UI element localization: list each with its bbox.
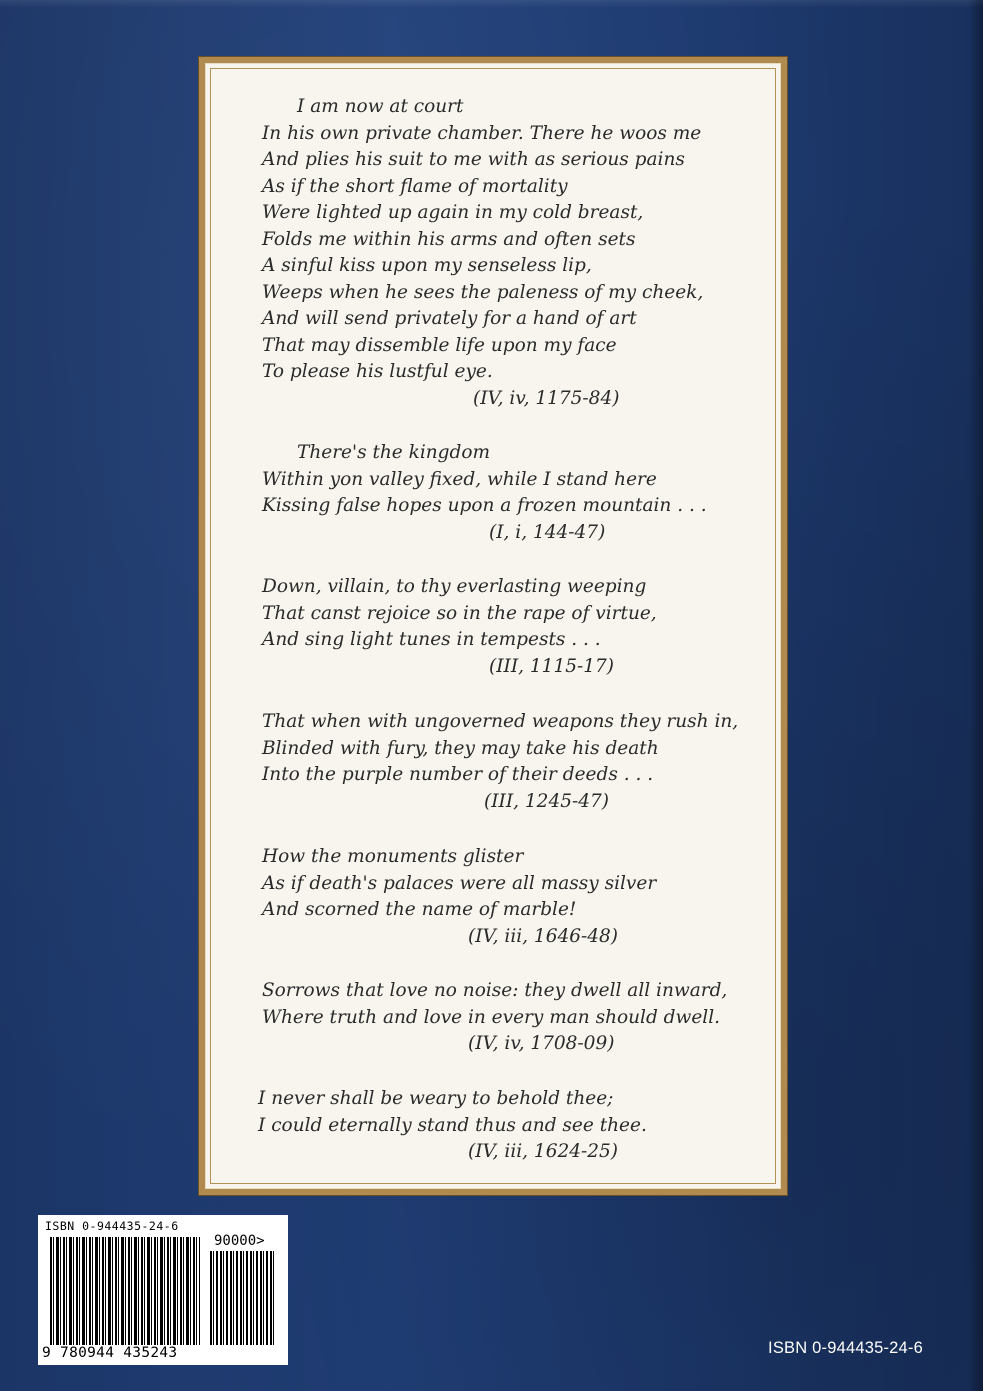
- quote-line: A sinful kiss upon my senseless lip,: [262, 255, 592, 276]
- quote-line: I could eternally stand thus and see thee.: [258, 1114, 647, 1136]
- quote-line: As if death's palaces were all massy silver: [262, 872, 657, 894]
- quote-line: And plies his suit to me with as serious pains: [262, 149, 685, 170]
- barcode-bars-icon: [50, 1237, 200, 1345]
- quote-line: That canst rejoice so in the rape of virtue,: [262, 602, 657, 624]
- quote-line: Where truth and love in every man should dwell.: [262, 1006, 721, 1028]
- cover-top-edge: [0, 0, 983, 8]
- quote-line: Blinded with fury, they may take his death: [262, 737, 659, 759]
- quote-5: [206, 844, 780, 950]
- quote-line: I am now at court: [297, 96, 464, 117]
- barcode-digits: 9 780944 435243: [42, 1345, 178, 1361]
- quote-line: Were lighted up again in my cold breast,: [262, 202, 644, 223]
- quote-line: And will send privately for a hand of art: [262, 308, 637, 329]
- quote-citation: (IV, iii, 1624-25): [468, 1141, 619, 1162]
- quote-line: Folds me within his arms and often sets: [262, 228, 636, 250]
- quote-line: That may dissemble life upon my face: [262, 334, 617, 356]
- barcode-isbn-label: ISBN 0-944435-24-6: [45, 1219, 179, 1233]
- quote-line: And sing light tunes in tempests . . .: [262, 629, 601, 650]
- barcode-addon-bars-icon: [210, 1251, 276, 1345]
- quote-line: That when with ungoverned weapons they rush in,: [262, 711, 739, 732]
- quote-line: There's the kingdom: [297, 442, 491, 463]
- quote-line: Within yon valley fixed, while I stand here: [262, 468, 657, 490]
- barcode: [38, 1215, 288, 1365]
- cover-spine-shadow: [969, 0, 983, 1391]
- quote-line: Into the purple number of their deeds . . .: [262, 764, 654, 785]
- quote-6: [206, 978, 780, 1058]
- quote-line: Kissing false hopes upon a frozen mountain . . .: [262, 495, 707, 516]
- quote-line: How the monuments glister: [262, 846, 524, 867]
- quote-citation: (IV, iii, 1646-48): [468, 925, 619, 947]
- quote-line: As if the short flame of mortality: [262, 175, 568, 197]
- quote-line: Down, villain, to thy everlasting weeping: [262, 576, 647, 597]
- quote-citation: (III, 1115-17): [489, 655, 614, 677]
- quote-line: In his own private chamber. There he woos me: [262, 122, 702, 144]
- barcode-addon-number: 90000>: [214, 1233, 265, 1249]
- quote-3: [206, 574, 780, 680]
- quote-line: Sorrows that love no noise: they dwell all inward,: [262, 980, 728, 1001]
- quote-panel-paper: [205, 63, 781, 1189]
- quote-line: To please his lustful eye.: [262, 361, 493, 382]
- quote-2: [206, 440, 780, 546]
- quote-citation: (IV, iv, 1708-09): [468, 1033, 615, 1054]
- quote-citation: (I, i, 144-47): [489, 521, 606, 543]
- quote-7: [206, 1086, 780, 1166]
- quote-line: I never shall be weary to behold thee;: [258, 1088, 614, 1109]
- quote-panel: [198, 56, 788, 1196]
- cover-isbn: ISBN 0-944435-24-6: [768, 1339, 923, 1357]
- quote-line: And scorned the name of marble!: [262, 899, 577, 920]
- quote-4: [206, 709, 780, 815]
- quote-citation: (IV, iv, 1175-84): [473, 387, 620, 409]
- quote-line: Weeps when he sees the paleness of my cheek,: [262, 281, 704, 303]
- quote-citation: (III, 1245-47): [484, 790, 609, 812]
- quote-1: [206, 94, 780, 412]
